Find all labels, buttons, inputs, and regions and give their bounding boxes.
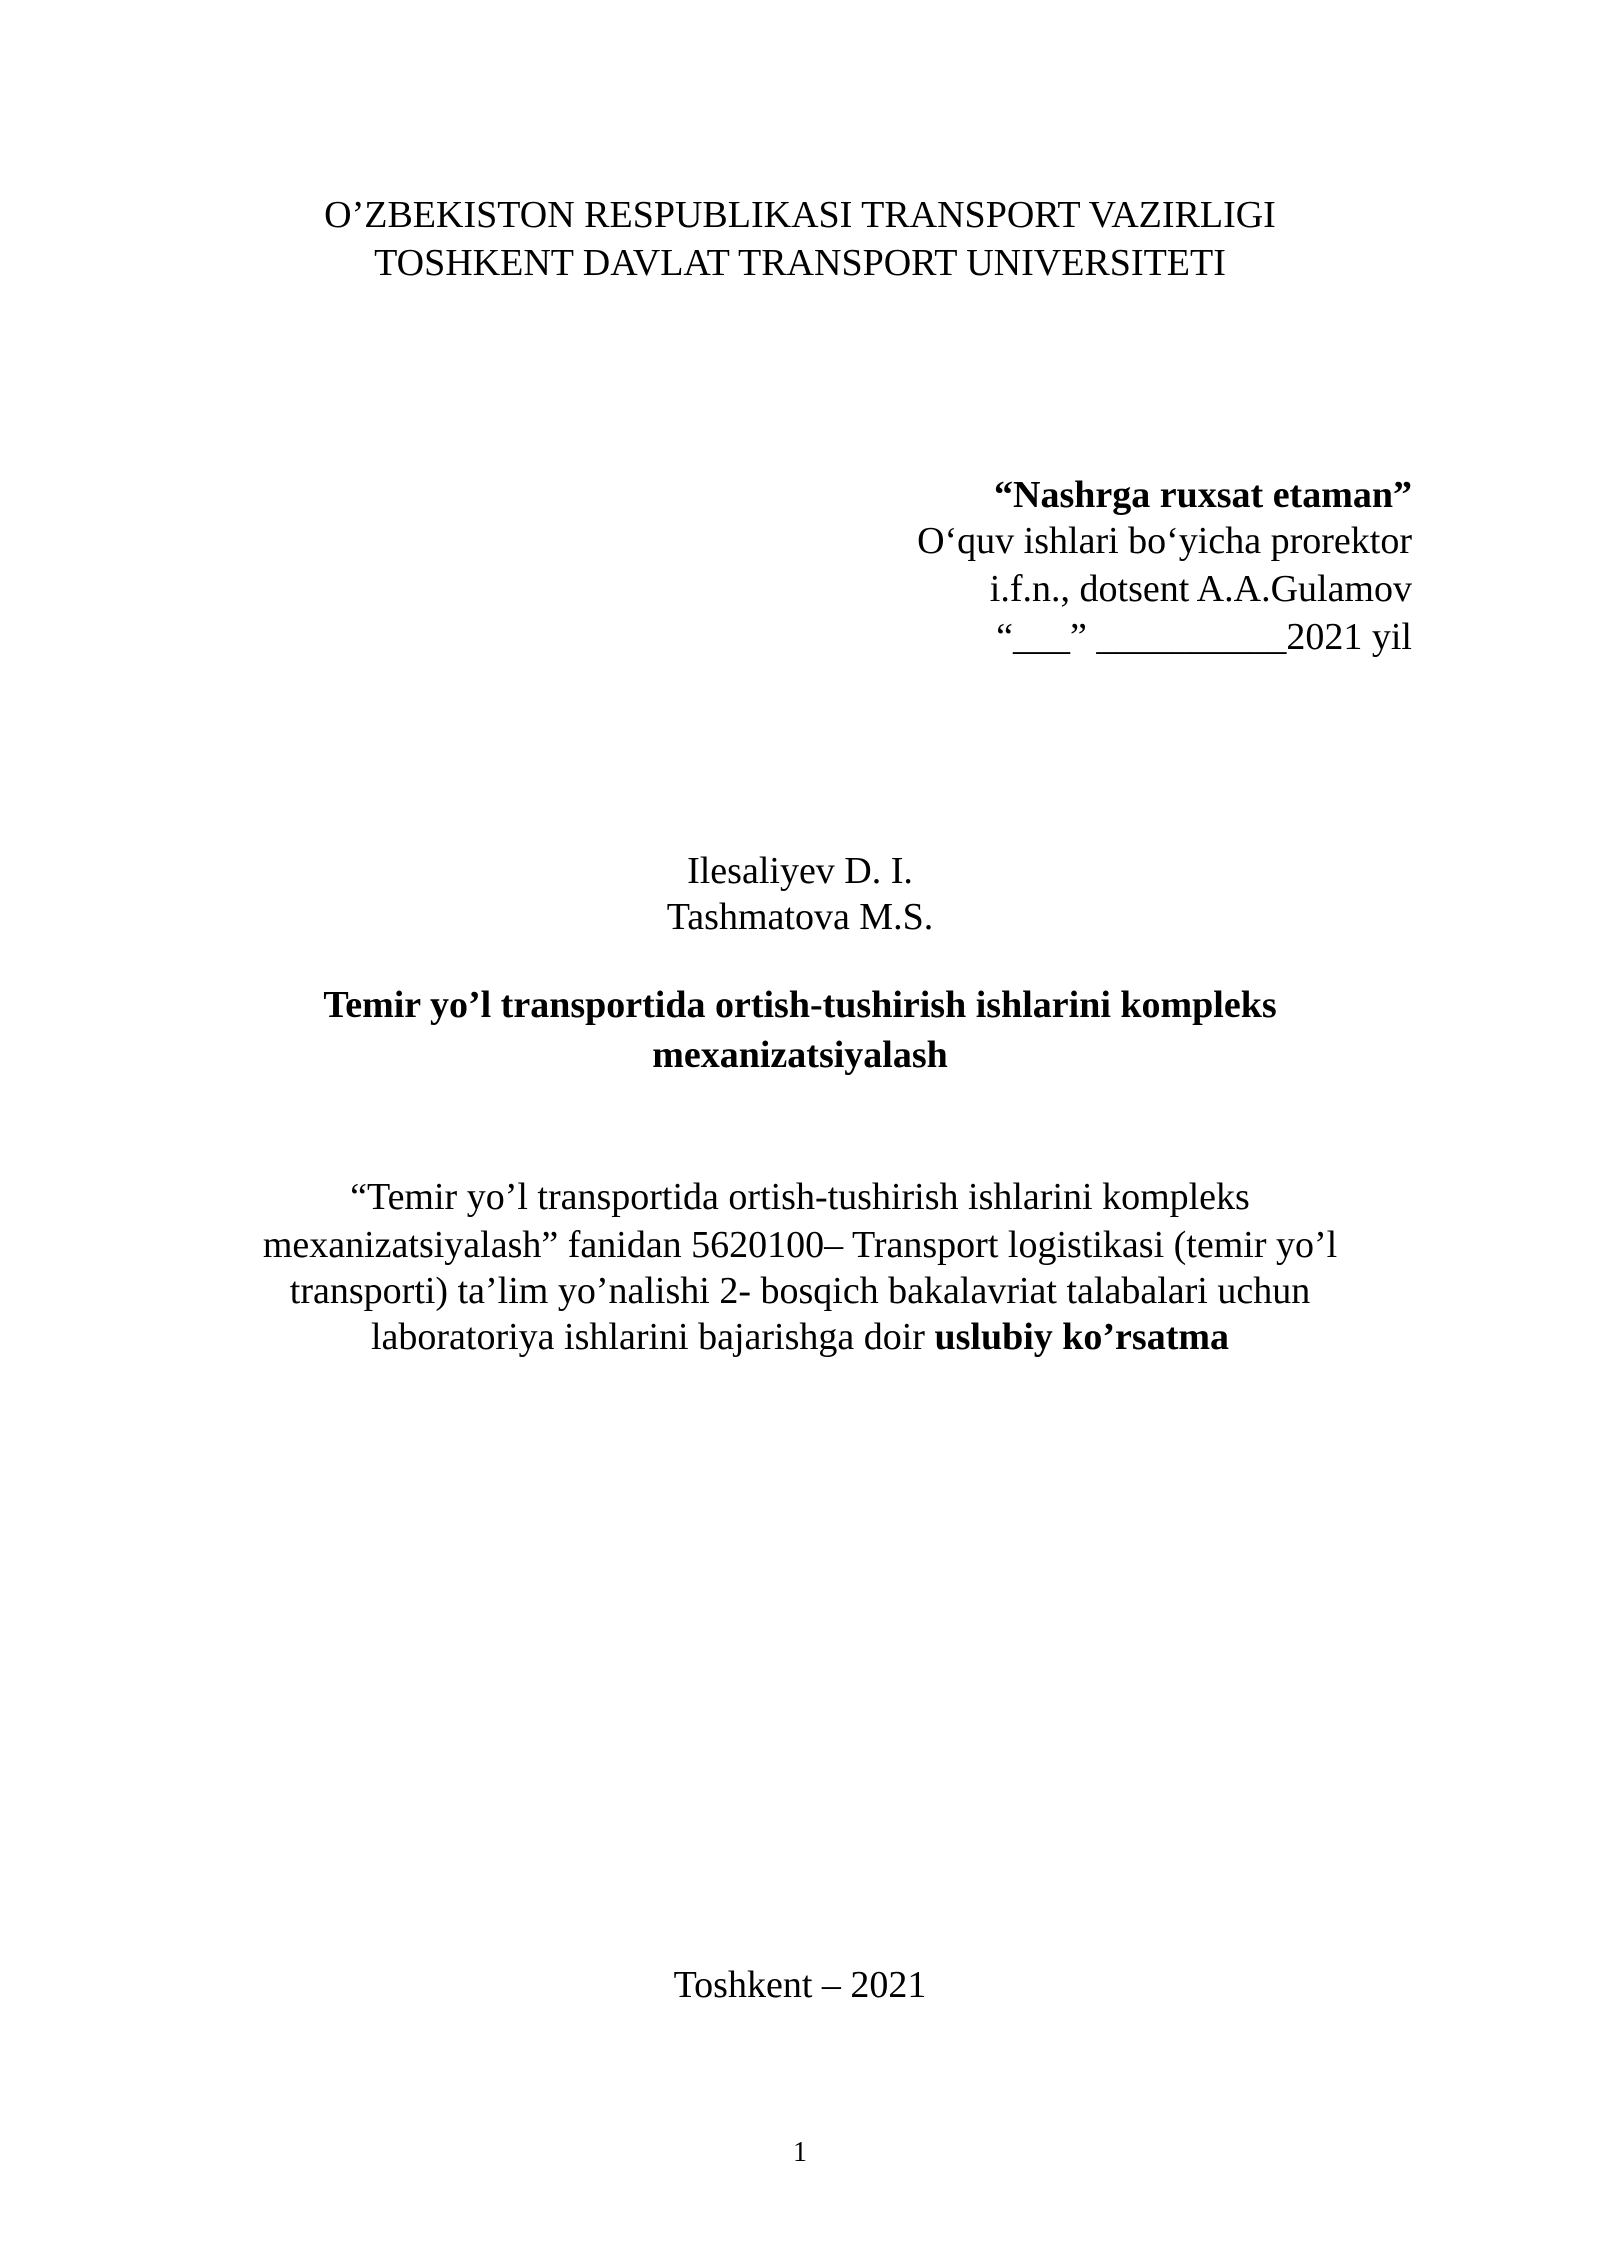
place-year: Toshkent – 2021 — [673, 1964, 927, 2006]
approval-position: O‘quv ishlari bo‘yicha prorektor — [917, 520, 1412, 562]
description-line: “Temir yo’l transportida ortish-tushirish ishlarini kompleks — [350, 1176, 1250, 1218]
description-text: laboratoriya ishlarini bajarishga doir — [370, 1316, 935, 1358]
approval-title: “Nashrga ruxsat etaman” — [994, 474, 1412, 516]
author-name: Tashmatova M.S. — [666, 896, 934, 938]
approval-person: i.f.n., dotsent A.A.Gulamov — [989, 568, 1412, 610]
document-title-line: Temir yo’l transportida ortish-tushirish ishlarini kompleks — [323, 984, 1277, 1026]
ministry-heading: O’ZBEKISTON RESPUBLIKASI TRANSPORT VAZIRLIGI — [324, 194, 1276, 236]
university-heading: TOSHKENT DAVLAT TRANSPORT UNIVERSITETI — [374, 242, 1226, 284]
description-emphasis: uslubiy ko’rsatma — [934, 1316, 1230, 1358]
description-line — [0, 1314, 1600, 1360]
approval-date-line: “___” __________2021 yil — [996, 616, 1412, 658]
description-line: mexanizatsiyalash” fanidan 5620100– Transport logistikasi (temir yo’l — [262, 1224, 1338, 1266]
description-line: transporti) ta’lim yo’nalishi 2- bosqich bakalavriat talabalari uchun — [289, 1270, 1311, 1312]
document-title-line: mexanizatsiyalash — [652, 1034, 948, 1076]
author-name: Ilesaliyev D. I. — [687, 850, 913, 892]
page-number: 1 — [793, 2137, 807, 2168]
